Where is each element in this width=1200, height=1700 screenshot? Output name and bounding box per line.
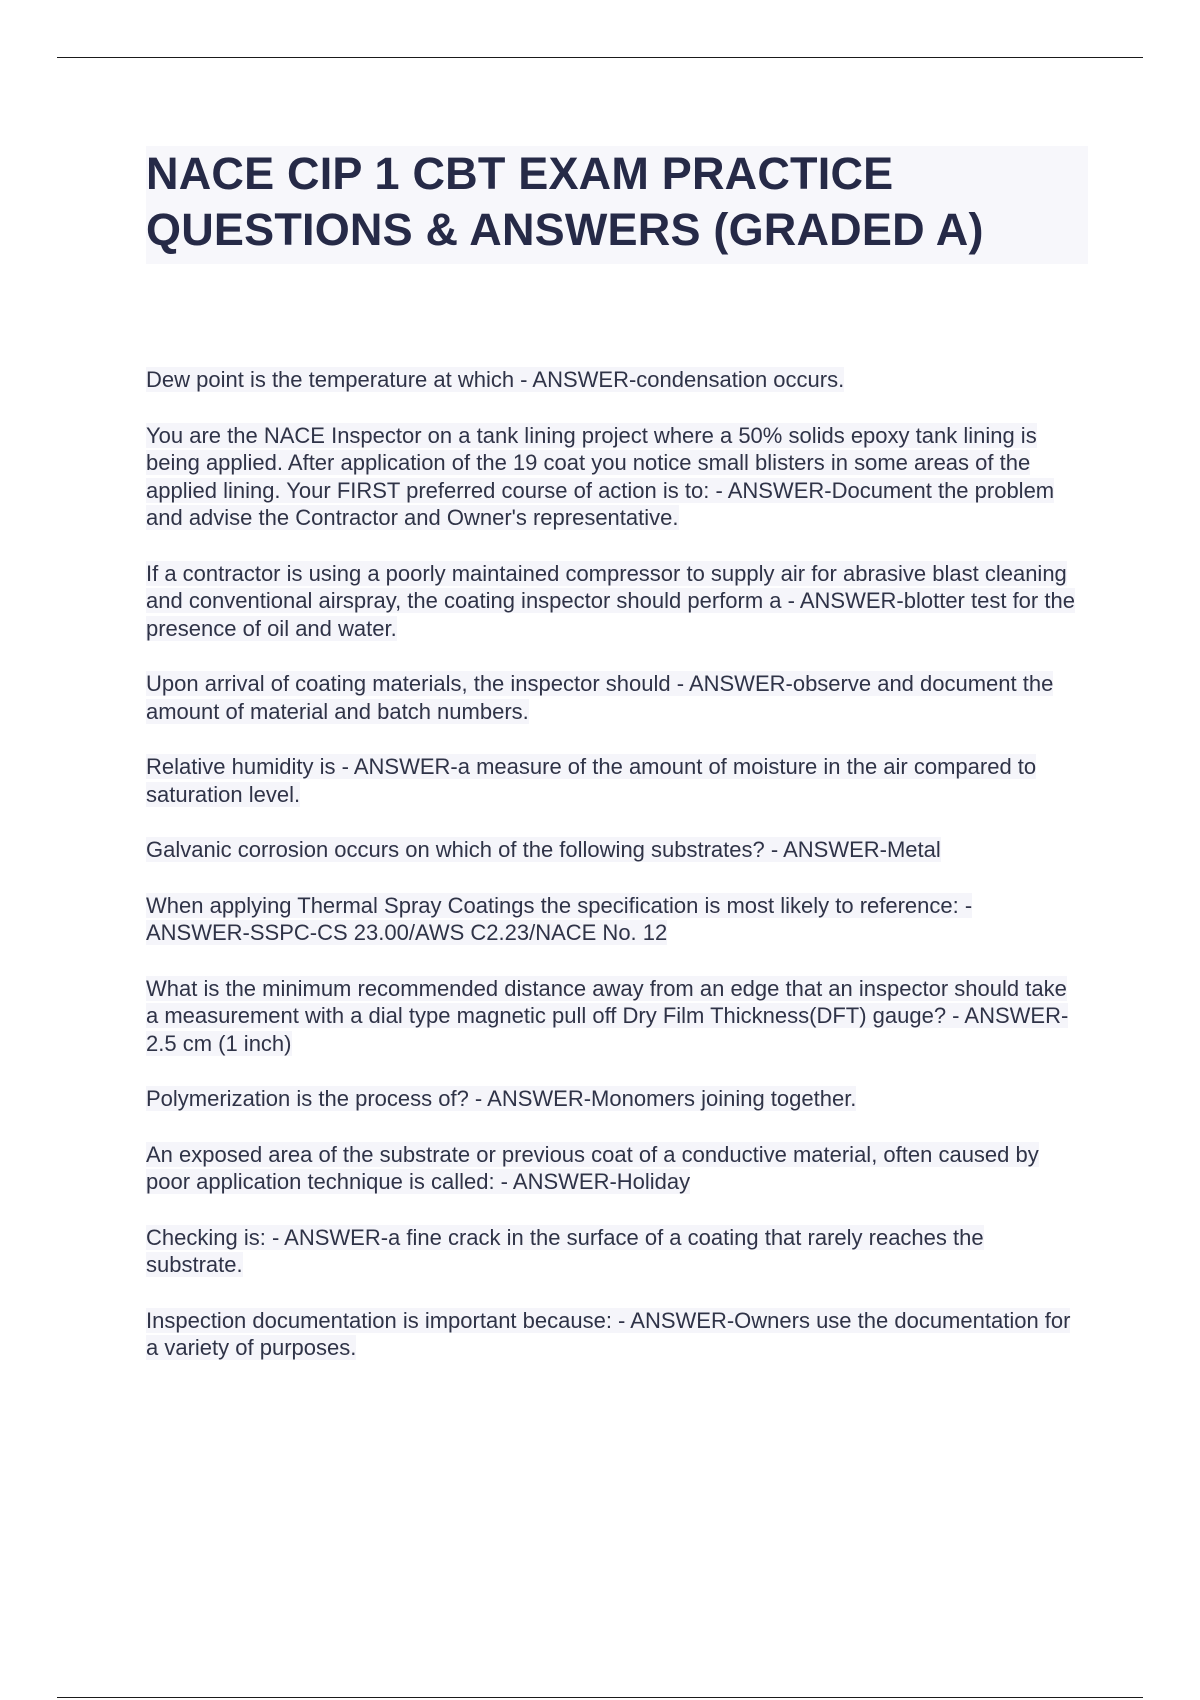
qa-text: Galvanic corrosion occurs on which of the following substrates? - ANSWER-Metal bbox=[146, 837, 941, 862]
qa-text: An exposed area of the substrate or previous coat of a conductive material, often caused by poor application technique is called: - ANSWER-Holiday bbox=[146, 1141, 1039, 1194]
qa-item bbox=[146, 753, 1076, 808]
qa-item bbox=[146, 1307, 1076, 1362]
qa-item bbox=[146, 892, 1076, 947]
qa-text: Checking is: - ANSWER-a fine crack in the surface of a coating that rarely reaches the substrate. bbox=[146, 1224, 984, 1277]
title-line-1: NACE CIP 1 CBT EXAM PRACTICE bbox=[146, 148, 894, 199]
footer-rule bbox=[57, 1697, 1143, 1698]
title-line-2: QUESTIONS & ANSWERS (GRADED A) bbox=[146, 204, 984, 255]
qa-text: You are the NACE Inspector on a tank lining project where a 50% solids epoxy tank lining is being applied. After application of the 19 coat you notice small blisters in some areas of the applied lining. Your FIRST preferred course of action is to: - ANSWER-Document the problem and advise the Contractor and Owner's representative. bbox=[146, 422, 1055, 530]
qa-text: Dew point is the temperature at which - ANSWER-condensation occurs. bbox=[146, 367, 845, 392]
qa-text: Inspection documentation is important because: - ANSWER-Owners use the documentation for a variety of purposes. bbox=[146, 1307, 1071, 1360]
qa-item bbox=[146, 836, 1076, 864]
document-title bbox=[146, 146, 1088, 264]
qa-item bbox=[146, 1085, 1076, 1113]
qa-item bbox=[146, 1141, 1076, 1196]
qa-text: Upon arrival of coating materials, the inspector should - ANSWER-observe and document the amount of material and batch numbers. bbox=[146, 671, 1054, 724]
qa-text: If a contractor is using a poorly maintained compressor to supply air for abrasive blast cleaning and conventional airspray, the coating inspector should perform a - ANSWER-blotter test for the presence of oil and water. bbox=[146, 560, 1075, 641]
qa-text: When applying Thermal Spray Coatings the specification is most likely to reference: - ANSWER-SSPC-CS 23.00/AWS C2.23/NACE No. 12 bbox=[146, 892, 973, 945]
qa-item bbox=[146, 670, 1076, 725]
qa-item bbox=[146, 1224, 1076, 1279]
qa-item bbox=[146, 366, 1076, 394]
qa-list bbox=[146, 366, 1076, 1390]
qa-item bbox=[146, 975, 1076, 1058]
qa-item bbox=[146, 422, 1076, 532]
qa-item bbox=[146, 560, 1076, 643]
qa-text: What is the minimum recommended distance away from an edge that an inspector should take a measurement with a dial type magnetic pull off Dry Film Thickness(DFT) gauge? - ANSWER-2.5 cm (1 inch) bbox=[146, 975, 1069, 1056]
qa-text: Relative humidity is - ANSWER-a measure of the amount of moisture in the air compared to saturation level. bbox=[146, 754, 1037, 807]
header-rule bbox=[57, 57, 1143, 58]
qa-text: Polymerization is the process of? - ANSWER-Monomers joining together. bbox=[146, 1086, 857, 1111]
